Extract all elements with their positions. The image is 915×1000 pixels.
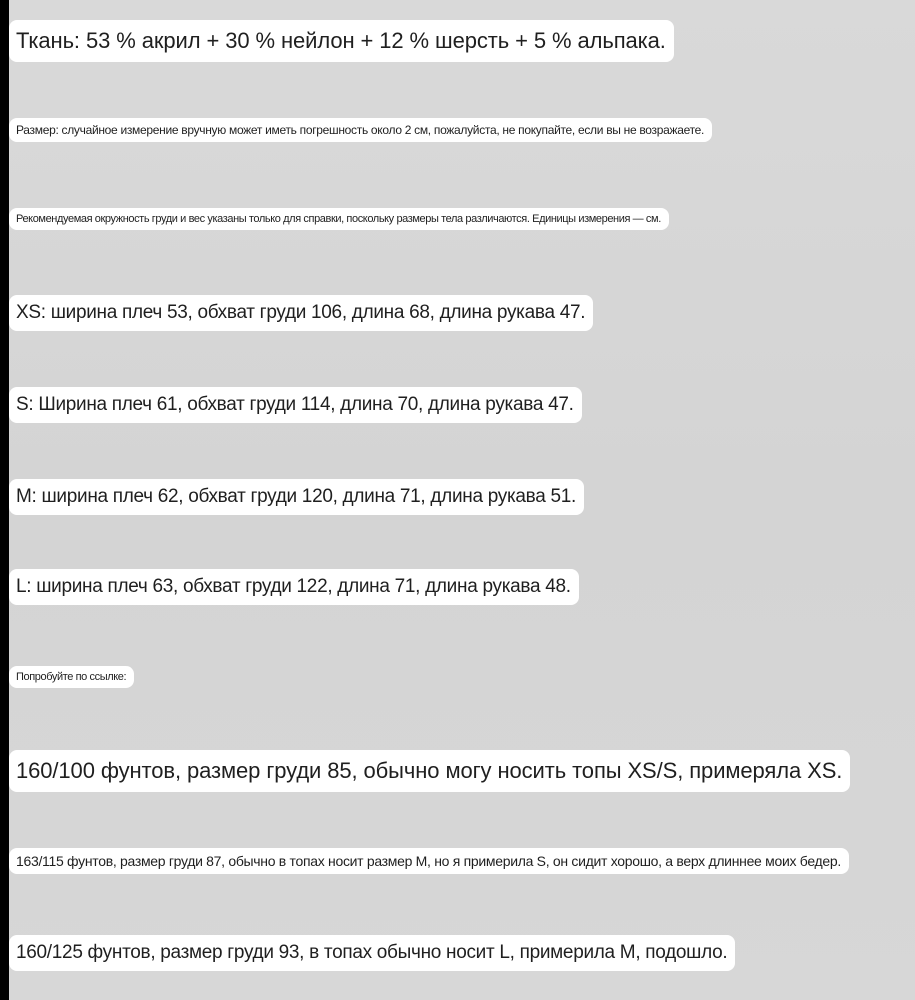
fabric-composition: Ткань: 53 % акрил + 30 % нейлон + 12 % шерсть + 5 % альпака. [9,20,674,62]
measurement-note: Рекомендуемая окружность груди и вес указаны только для справки, поскольку размеры тела различаются. Единицы измерения — см. [9,208,669,230]
size-s-row: S: Ширина плеч 61, обхват груди 114, длина 70, длина рукава 47. [9,387,582,423]
size-disclaimer: Размер: случайное измерение вручную может иметь погрешность около 2 см, пожалуйста, не покупайте, если вы не возражаете. [9,118,712,142]
size-m-row: M: ширина плеч 62, обхват груди 120, длина 71, длина рукава 51. [9,479,584,515]
try-on-heading: Попробуйте по ссылке: [9,666,134,688]
try-on-review-2: 163/115 фунтов, размер груди 87, обычно в топах носит размер M, но я примерила S, он сидит хорошо, а верх длиннее моих бедер. [9,848,849,874]
left-edge-bar [0,0,9,1000]
try-on-review-1: 160/100 фунтов, размер груди 85, обычно могу носить топы XS/S, примеряла XS. [9,750,850,792]
size-l-row: L: ширина плеч 63, обхват груди 122, длина 71, длина рукава 48. [9,569,579,605]
size-xs-row: XS: ширина плеч 53, обхват груди 106, длина 68, длина рукава 47. [9,295,593,331]
try-on-review-3: 160/125 фунтов, размер груди 93, в топах обычно носит L, примерила M, подошло. [9,935,735,971]
